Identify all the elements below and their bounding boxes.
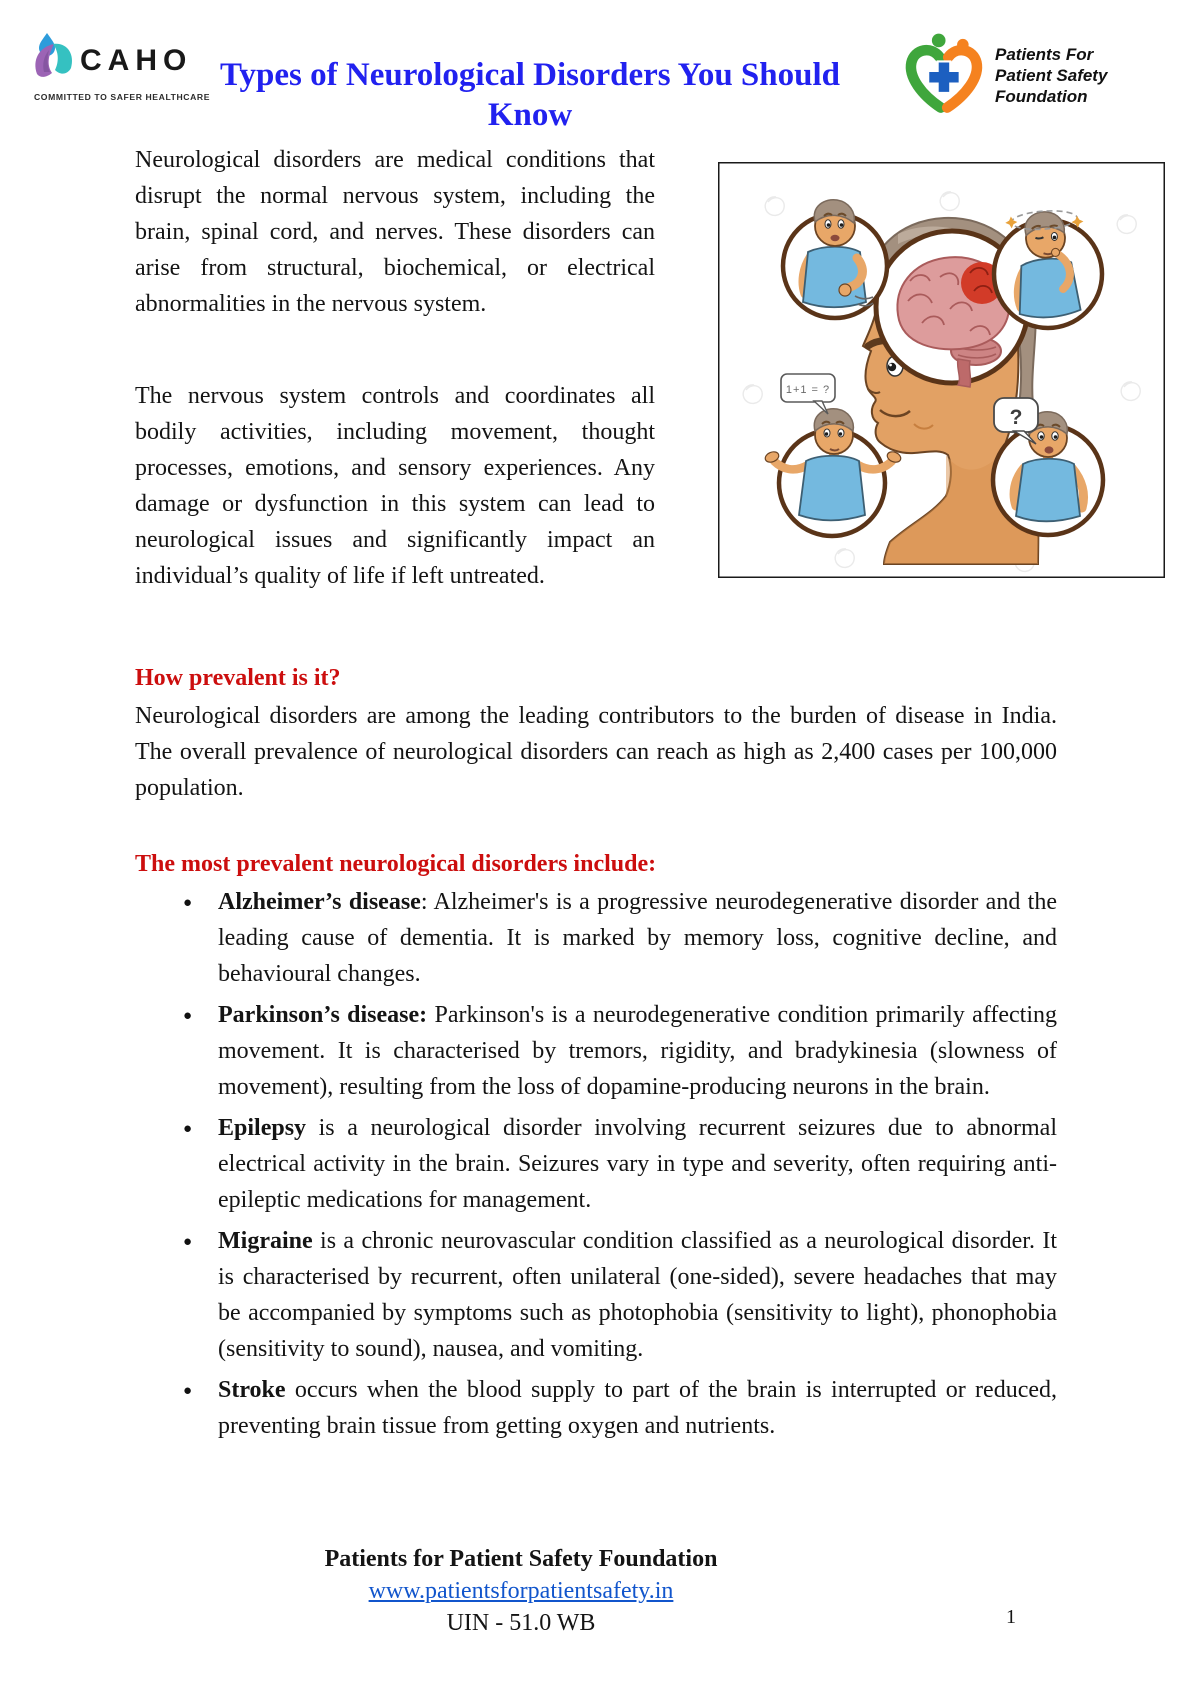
footer-uin: UIN - 51.0 WB [446,1610,596,1636]
disorder-list [135,884,1057,1449]
bullet-icon: ● [183,1008,193,1024]
footer-org-name: Patients for Patient Safety Foundation [324,1546,718,1572]
disorder-term: Stroke [218,1377,286,1403]
disorder-term: Alzheimer’s disease [218,889,421,915]
page-number: 1 [1006,1606,1016,1628]
svg-text:?: ? [1009,406,1023,429]
heading-most-prevalent-disorders: The most prevalent neurological disorders include: [135,851,657,877]
intro-text [135,142,655,594]
disorder-term: Migraine [218,1228,313,1254]
caho-wordmark: CAHO [80,43,193,77]
disorder-separator: : [420,889,434,915]
list-item-alzheimers [135,884,1057,992]
disorder-description: occurs when the blood supply to part of the brain is interrupted or reduced, preventing brain tissue from getting oxygen and nutrients. [218,1377,1058,1439]
bullet-icon: ● [183,1121,193,1137]
ppsf-heart-cross-icon [903,31,987,120]
list-item-epilepsy [135,1110,1057,1218]
list-item-parkinsons [135,997,1057,1105]
intro-paragraph-2: The nervous system controls and coordinates all bodily activities, including movement, thought processes, emotions, and sensory experiences. Any damage or dysfunction in this system can lead to neurological issues and significantly impact an individual’s quality of life if left untreated. [135,383,655,589]
disorder-description: is a neurological disorder involving recurrent seizures due to abnormal electrical activity in the brain. Seizures vary in type and severity, often requiring anti-epileptic medications for management. [218,1115,1057,1213]
page-title: Types of Neurological Disorders You Should Know [219,57,841,133]
bullet-icon: ● [183,1383,193,1399]
prevalence-paragraph: Neurological disorders are among the leading contributors to the burden of disease in India. The overall prevalence of neurological disorders can reach as high as 2,400 cases per 100,000 population. [135,703,1057,801]
ppsf-logo [903,30,1171,120]
disorder-description: is a chronic neurovascular condition classified as a neurological disorder. It is characterised by recurrent, often unilateral (one-sided), severe headaches that may be accompanied by symptoms such as photophobia (sensitivity to light), phonophobia (sensitivity to sound), nausea, and vomiting. [218,1228,1058,1362]
ppsf-wordmark: Patients For Patient Safety Foundation [995,44,1108,106]
cartoon-brain-figure [718,162,1165,578]
caho-leaf-drop-icon [30,32,76,89]
list-item-stroke [135,1372,1057,1444]
caho-tagline: COMMITTED TO SAFER HEALTHCARE [34,92,211,102]
disorder-separator [286,1377,295,1403]
list-item-migraine [135,1223,1057,1367]
disorder-term: Epilepsy [218,1115,307,1141]
bullet-icon: ● [183,895,193,911]
neurological-disorders-illustration [718,162,1165,578]
heading-how-prevalent: How prevalent is it? [135,665,341,691]
page-footer [135,1543,907,1639]
disorder-separator [427,1002,434,1028]
disorder-term: Parkinson’s disease: [218,1002,428,1028]
bullet-icon: ● [183,1234,193,1250]
disorder-description: Parkinson's is a neurodegenerative condition primarily affecting movement. It is characterised by tremors, rigidity, and bradykinesia (slowness of movement), resulting from the loss of dopamine-producing neurons in the brain. [218,1002,1058,1100]
footer-website-link[interactable]: www.patientsforpatientsafety.in [368,1578,674,1604]
disorder-separator [313,1228,320,1254]
disorder-separator [306,1115,319,1141]
disorder-description: Alzheimer's is a progressive neurodegenerative disorder and the leading cause of dementia. It is marked by memory loss, cognitive decline, and behavioural changes. [218,889,1057,987]
intro-paragraph-1: Neurological disorders are medical conditions that disrupt the normal nervous system, including the brain, spinal cord, and nerves. These disorders can arise from structural, biochemical, or electrical abnormalities in the nervous system. [135,147,655,317]
svg-text:1+1 = ?: 1+1 = ? [785,384,831,396]
